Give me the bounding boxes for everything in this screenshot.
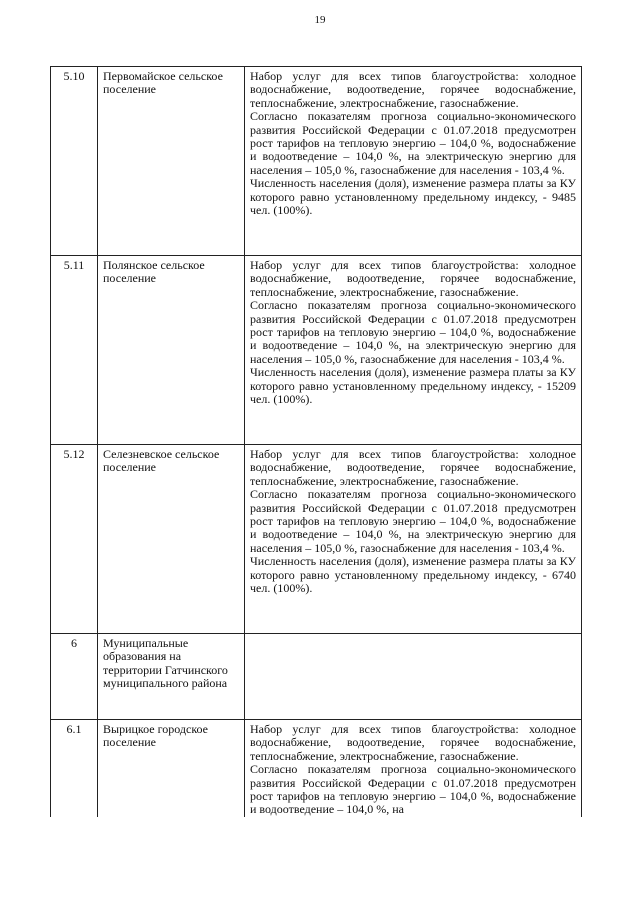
settlement-name: Вырицкое городское поселение — [98, 720, 245, 817]
services-paragraph: Набор услуг для всех типов благоустройства: холодное водоснабжение, водоотведение, горячее водоснабжение, теплоснабжение, электроснабжение, газоснабжение. — [250, 447, 576, 488]
page-number: 19 — [314, 14, 326, 26]
row-description — [245, 445, 582, 634]
population-paragraph: Численность населения (доля), изменение размера платы за КУ которого равно установленному предельному индексу, - 6740 чел. (100%). — [250, 554, 576, 596]
row-number: 5.12 — [51, 445, 98, 634]
row-description — [245, 67, 582, 256]
table-row — [51, 445, 582, 634]
tariff-paragraph: Согласно показателям прогноза социально-экономического развития Российской Федерации с 01.07.2018 предусмотрен рост тарифов на тепловую энергию – 104,0 %, водоснабжение и водоотведение – 104,0 %, на электрическую энергию для населения – 105,0 %, газоснабжение для населения - 103,4 %. — [250, 487, 576, 555]
settlement-name: Полянское сельское поселение — [98, 256, 245, 445]
table-row — [51, 67, 582, 256]
services-paragraph: Набор услуг для всех типов благоустройства: холодное водоснабжение, водоотведение, горячее водоснабжение, теплоснабжение, электроснабжение, газоснабжение. — [250, 258, 576, 299]
table-row — [51, 256, 582, 445]
services-paragraph: Набор услуг для всех типов благоустройства: холодное водоснабжение, водоотведение, горячее водоснабжение, теплоснабжение, электроснабжение, газоснабжение. — [250, 69, 576, 110]
row-description — [245, 256, 582, 445]
tariff-paragraph: Согласно показателям прогноза социально-экономического развития Российской Федерации с 01.07.2018 предусмотрен рост тарифов на тепловую энергию – 104,0 %, водоснабжение и водоотведение – 104,0 %, на электрическую энергию для населения – 105,0 %, газоснабжение для населения - 103,4 %. — [250, 109, 576, 177]
municipal-table — [50, 66, 582, 817]
row-number: 5.11 — [51, 256, 98, 445]
tariff-paragraph: Согласно показателям прогноза социально-экономического развития Российской Федерации с 01.07.2018 предусмотрен рост тарифов на тепловую энергию – 104,0 %, водоснабжение и водоотведение – 104,0 %, на — [250, 762, 576, 817]
table-row — [51, 634, 582, 720]
population-paragraph: Численность населения (доля), изменение размера платы за КУ которого равно установленному предельному индексу, - 15209 чел. (100%). — [250, 365, 576, 407]
section-name: Муниципальные образования на территории Гатчинского муниципального района — [98, 634, 245, 720]
row-description — [245, 720, 582, 817]
tariff-paragraph: Согласно показателям прогноза социально-экономического развития Российской Федерации с 01.07.2018 предусмотрен рост тарифов на тепловую энергию – 104,0 %, водоснабжение и водоотведение – 104,0 %, на электрическую энергию для населения – 105,0 %, газоснабжение для населения - 103,4 %. — [250, 298, 576, 366]
services-paragraph: Набор услуг для всех типов благоустройства: холодное водоснабжение, водоотведение, горячее водоснабжение, теплоснабжение, электроснабжение, газоснабжение. — [250, 722, 576, 763]
table-row — [51, 720, 582, 817]
row-number: 6 — [51, 634, 98, 720]
population-paragraph: Численность населения (доля), изменение размера платы за КУ которого равно установленному предельному индексу, - 9485 чел. (100%). — [250, 176, 576, 218]
settlement-name: Селезневское сельское поселение — [98, 445, 245, 634]
settlement-name: Первомайское сельское поселение — [98, 67, 245, 256]
row-number: 6.1 — [51, 720, 98, 817]
row-description — [245, 634, 582, 720]
row-number: 5.10 — [51, 67, 98, 256]
